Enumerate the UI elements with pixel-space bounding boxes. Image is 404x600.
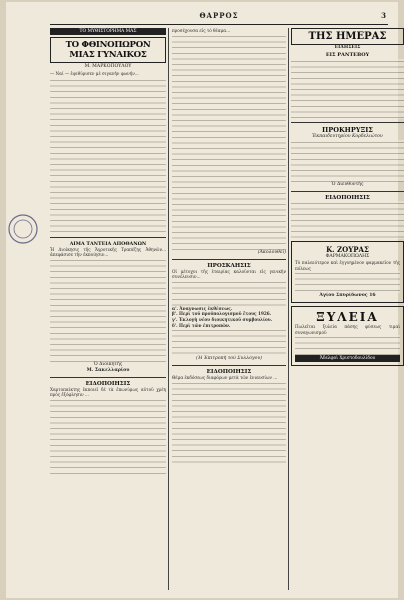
announcement3-heading: ΕΙΔΟΠΟΙΗΣΙΣ xyxy=(325,195,370,201)
announcement2-body: Θέμα ἐκδόσεως διαφόρων μετὰ τῶν ἐνιαυσίων ... xyxy=(172,375,278,381)
timber-text: Πωλεῖται ξυλεία πάσης φύσεως τιμαὶ συναγωνισμοῦ xyxy=(295,324,400,335)
rendezvous-heading: ΕΙΣ ΡΑΝΤΕΒΟΥ xyxy=(325,52,370,58)
feuilleton-kicker: ΤΟ ΜΥΘΙΣΤΟΡΗΜΑ ΜΑΣ xyxy=(50,28,166,35)
invitation-item: δ'. Περὶ τῶν ἐπιτροπῶν. xyxy=(172,322,231,328)
timber-address: Ἀδελφοὶ Χριστοδουλίδου xyxy=(295,355,400,362)
pharmacy-type: ΦΑΡΜΑΚΟΠΩΛΗΣ xyxy=(325,254,370,259)
notice-signature: Μ. Σακελλαρίου xyxy=(86,367,130,373)
column-title-box xyxy=(291,28,404,45)
proclamation-signature: Ὁ Διευθυντὴς xyxy=(331,182,364,187)
timber-text-block xyxy=(295,335,400,355)
feuilleton-text-block xyxy=(50,78,166,234)
notice-signature-title: Ὁ Διοικητὴς xyxy=(93,361,123,367)
column-rule xyxy=(168,28,169,590)
page-number: 3 xyxy=(381,11,386,20)
story-continued: προσέχουσα εἰς τὸ θέαμα... xyxy=(172,28,231,33)
page-header xyxy=(50,10,388,25)
timber-ad xyxy=(291,306,404,366)
invitation-item: β'. Περὶ τοῦ προϋπολογισμοῦ ἔτους 1926. xyxy=(172,311,272,317)
invitation-signature: (Ἡ Ἐπιτροπὴ τοῦ Συλλόγου) xyxy=(195,356,263,362)
masthead: ΘΑΡΡΟΣ xyxy=(199,11,239,20)
feuilleton-title: ΤΟ ΦΘΙΝΟΠΩΡΟΝ ΜΙΑΣ ΓΥΝΑΙΚΟΣ xyxy=(65,40,151,60)
column-2 xyxy=(172,28,286,590)
invitation-body: Οἱ μέτοχοι τῆς ἑταιρίας καλοῦνται εἰς γενικὴν συνέλευσιν... xyxy=(172,268,286,280)
announcement2-text-block xyxy=(172,381,286,463)
newspaper-page xyxy=(6,2,398,598)
feuilleton-author: Μ. ΜΑΡΚΟΠΟΥΛΟΥ xyxy=(84,64,132,69)
invitation-item: α'. Ἀναγνωσις ἐκθέσεως. xyxy=(172,305,233,311)
timber-title: ΞΥΛΕΙΑ xyxy=(316,310,379,325)
announcement-text-block xyxy=(50,398,166,478)
proclamation-heading: ΠΡΟΚΗΡΥΞΙΣ xyxy=(322,126,373,134)
feuilleton-body: — Ναί — ἐψιθύρισεν μὲ σιγανὴν φωνήν... xyxy=(50,71,139,76)
library-stamp-icon xyxy=(6,212,40,246)
story-text-block xyxy=(172,34,286,250)
invitation-item: γ'. Ἐκλογὴ νέου διοικητικοῦ συμβουλίου. xyxy=(172,316,273,322)
column-title: ΤΗΣ ΗΜΕΡΑΣ xyxy=(308,31,387,42)
column-3 xyxy=(291,28,404,590)
column-1 xyxy=(50,28,166,590)
pharmacy-name: Κ. ΖΟΥΡΑΣ xyxy=(326,245,369,254)
announcement-body: Χαρτοπαίκτης ἐκποιεῖ δὲ τὰ ἐπωνύμως αὐτοῦ χρέη πρὸς ἐξόφλησιν ... xyxy=(50,386,166,398)
announcement3-text-block xyxy=(291,201,404,239)
column-subtitle: ΕΙΔΗΣΕΙΣ xyxy=(334,45,361,50)
invitation-heading: ΠΡΟΣΚΛΗΣΙΣ xyxy=(207,262,251,269)
proclamation-subtitle: Ἐκπαιδευτηρίου Κορδελιώτου xyxy=(312,134,383,139)
invitation-text-block xyxy=(172,328,286,356)
pharmacy-address: Ἀγίου Σπυρίδωνος 16 xyxy=(319,293,376,299)
invitation-text-block xyxy=(172,280,286,306)
notice-heading: ΑΙΜΑ ΤΑΝΤΕΙΑ ΑΠΟΘΑΝΩΝ xyxy=(69,240,147,247)
proclamation-text-block xyxy=(291,140,404,182)
notice-body: Ἡ Διοίκησις τῆς Ἀγροτικῆς Τραπέζης Ἀθηνῶν... ἀπεφάσισε τὴν ἐκποίησιν... xyxy=(50,246,166,258)
feuilleton-box xyxy=(50,37,166,63)
column-rule xyxy=(288,28,289,590)
notice-text-block xyxy=(50,258,166,362)
pharmacy-text: Τὸ παλαιότερον καὶ ἐγγυημένον φαρμακεῖον τῆς πόλεως xyxy=(295,260,400,271)
announcement2-heading: ΕΙΔΟΠΟΙΗΣΙΣ xyxy=(206,369,252,376)
story-continues: (Ἀκολουθεῖ) xyxy=(257,249,286,255)
announcement-heading: ΕΙΔΟΠΟΙΗΣΙΣ xyxy=(85,380,131,387)
pharmacy-ad xyxy=(291,241,404,303)
news-text-block xyxy=(291,59,404,119)
pharmacy-text-block xyxy=(295,271,400,293)
